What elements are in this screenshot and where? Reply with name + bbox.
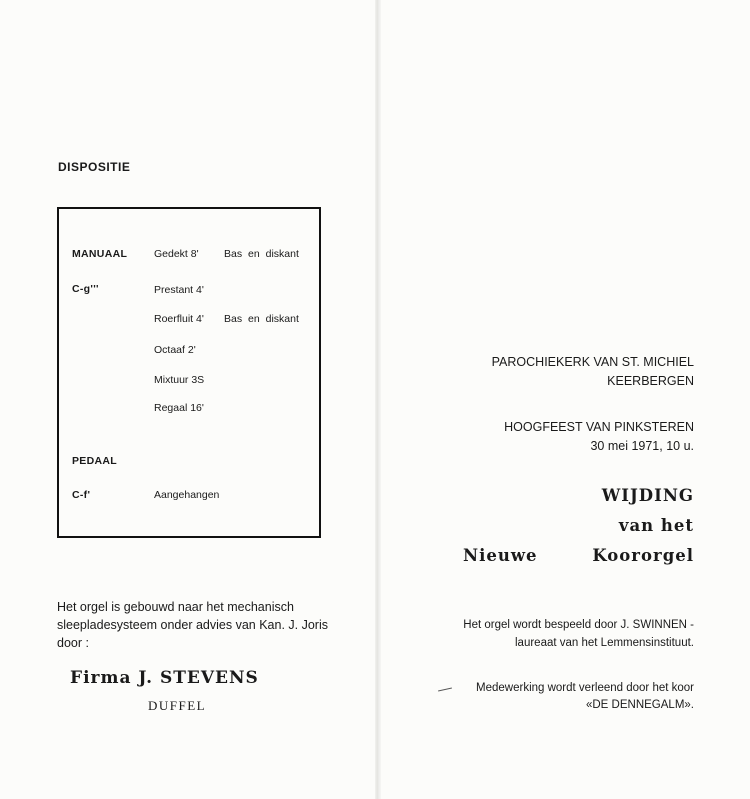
feast-name: HOOGFEEST VAN PINKSTEREN xyxy=(504,420,694,434)
title-koororgel: Koororgel xyxy=(592,546,694,565)
organist-laureate: laureaat van het Lemmensinstituut. xyxy=(515,637,694,649)
stop-name: Octaaf 2' xyxy=(154,344,196,356)
firm-name: Firma J. STEVENS xyxy=(70,668,259,688)
stop-name: Regaal 16' xyxy=(154,402,204,414)
stop-name: Mixtuur 3S xyxy=(154,374,205,386)
church-town: KEERBERGEN xyxy=(607,374,694,388)
firm-city: DUFFEL xyxy=(148,698,207,713)
right-page xyxy=(380,0,750,799)
stop-name: Gedekt 8' xyxy=(154,248,199,260)
title-van-het: van het xyxy=(618,516,694,535)
builder-paragraph: Het orgel is gebouwd naar het mechanisch sleepladesysteem onder advies van Kan. J. Joris door : xyxy=(57,600,328,650)
stop-name: Roerfluit 4' xyxy=(154,313,204,325)
choir-name: «DE DENNEGALM». xyxy=(585,699,694,711)
manuaal-label: MANUAAL xyxy=(72,248,128,260)
stop-name: Prestant 4' xyxy=(154,284,204,296)
pedaal-label: PEDAAL xyxy=(72,455,117,467)
stop-note: Bas en diskant xyxy=(224,248,299,260)
dispositie-heading: DISPOSITIE xyxy=(58,160,131,174)
choir-line: Medewerking wordt verleend door het koor xyxy=(476,682,694,694)
feast-date: 30 mei 1971, 10 u. xyxy=(590,439,694,453)
stop-note: Bas en diskant xyxy=(224,313,299,325)
church-name: PAROCHIEKERK VAN ST. MICHIEL xyxy=(491,355,694,369)
pedaal-stop: Aangehangen xyxy=(154,489,220,501)
organist-line: Het orgel wordt bespeeld door J. SWINNEN - xyxy=(463,619,694,631)
manuaal-range: C-g''' xyxy=(72,283,99,295)
page-fold xyxy=(375,0,381,799)
title-nieuwe: Nieuwe xyxy=(463,546,538,565)
pedaal-range: C-f' xyxy=(72,489,91,501)
title-wijding: WIJDING xyxy=(601,486,694,505)
